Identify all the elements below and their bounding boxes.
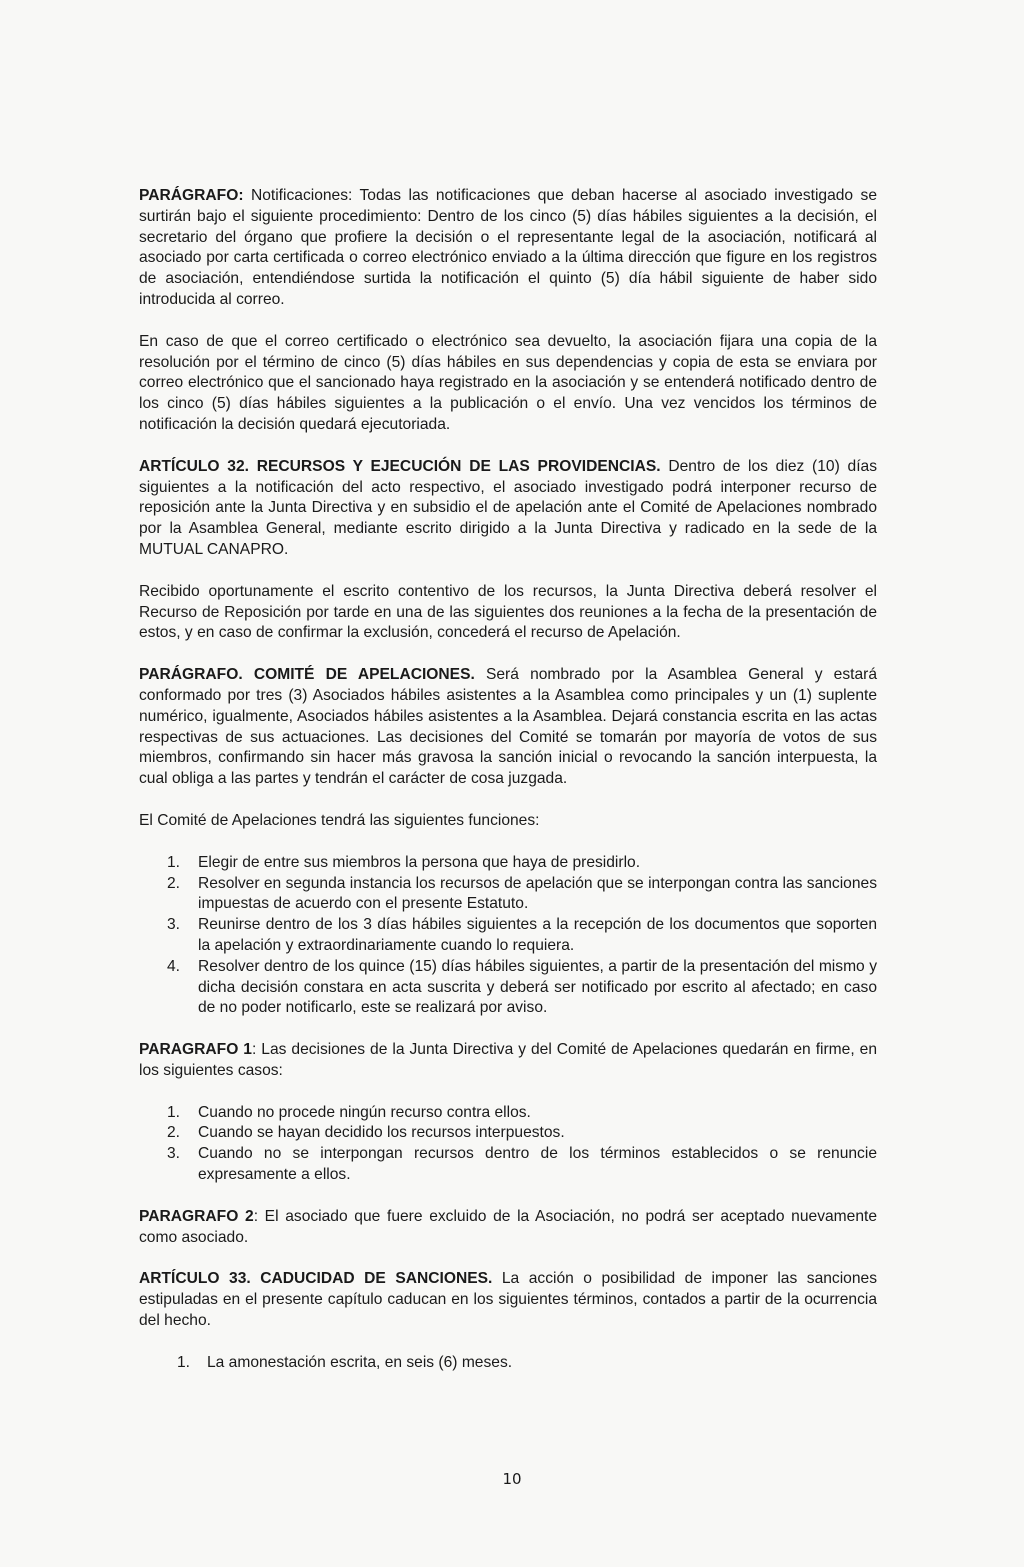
article-text: La acción o posibilidad de imponer las sanciones estipuladas en el presente capítulo caducan en los siguientes términos, contados a partir de la ocurrencia del hecho.	[139, 1270, 877, 1330]
list-number: 1.	[177, 1353, 191, 1371]
article-33	[139, 1269, 877, 1331]
list-item	[139, 915, 877, 957]
casos-list	[139, 1103, 877, 1186]
list-text: Cuando no se interpongan recursos dentro de los términos establecidos o se renuncie expresamente a ellos.	[198, 1145, 877, 1184]
paragraph-funciones-intro: El Comité de Apelaciones tendrá las siguientes funciones:	[139, 811, 540, 829]
list-text: Reunirse dentro de los 3 días hábiles siguientes a la recepción de los documentos que soporten la apelación y extraordinariamente cuando lo requiera.	[198, 916, 877, 954]
paragraph-correo-devuelto: En caso de que el correo certificado o electrónico sea devuelto, la asociación fijara una copia de la resolución por el término de cinco (5) días hábiles en sus dependencias y copia de esta se enviara por correo electrónico que el sancionado haya registrado en la asociación y se entenderá notificado dentro de los cinco (5) días hábiles siguientes a la publicación o el envío. Una vez vencidos los términos de notificación la decisión quedará ejecutoriada.	[139, 332, 877, 433]
paragraph-notificaciones	[139, 186, 877, 311]
paragraph-recibido: Recibido oportunamente el escrito contentivo de los recursos, la Junta Directiva deberá resolver el Recurso de Reposición por tarde en una de las siguientes dos reuniones a la fecha de la presentación de estos, y en caso de confirmar la exclusión, concederá el recurso de Apelación.	[139, 582, 877, 642]
page-number: 10	[502, 1470, 522, 1488]
list-number: 2.	[167, 874, 181, 892]
list-text: Resolver en segunda instancia los recursos de apelación que se interpongan contra las sanciones impuestas de acuerdo con el presente Estatuto.	[198, 874, 877, 913]
caducidad-list	[139, 1353, 877, 1374]
list-number: 3.	[167, 1145, 181, 1163]
paragraph-text: Notificaciones: Todas las notificaciones que deban hacerse al asociado investigado se surtirán bajo el siguiente procedimiento: Dentro de los cinco (5) días hábiles siguientes a la decisión, el secretario del órgano que profiere la decisión o el representante legal de la asociación, notificará al asociado por carta certificada o correo electrónico enviado a la última dirección que figure en los registros de asociación, entendiéndose surtida la notificación el quinto (5) día hábil siguiente de haber sido introducida al correo.	[139, 187, 877, 308]
article-heading: ARTÍCULO 33. CADUCIDAD DE SANCIONES.	[139, 1270, 493, 1288]
paragrafo-1	[139, 1040, 877, 1082]
paragraph-text: : Las decisiones de la Junta Directiva y del Comité de Apelaciones quedarán en firme, en los siguientes casos:	[139, 1041, 877, 1079]
paragraph-heading: PARÁGRAFO. COMITÉ DE APELACIONES.	[139, 666, 475, 684]
paragraph-heading: PARÁGRAFO:	[139, 187, 244, 204]
paragraph-heading: PARAGRAFO 2	[139, 1207, 254, 1225]
paragraph-text: : El asociado que fuere excluido de la Asociación, no podrá ser aceptado nuevamente como asociado.	[139, 1207, 877, 1246]
list-item	[139, 1144, 877, 1186]
list-item	[139, 1123, 877, 1144]
list-number: 2.	[167, 1124, 181, 1142]
list-text: Elegir de entre sus miembros la persona que haya de presidirlo.	[198, 853, 641, 871]
list-item	[139, 874, 877, 916]
funciones-list	[139, 853, 877, 1019]
list-text: Resolver dentro de los quince (15) días hábiles siguientes, a partir de la presentación del mismo y dicha decisión constara en acta suscrita y deberá ser notificado por escrito al afectado; en caso de no poder notificarlo, este se realizará por aviso.	[198, 957, 877, 1017]
paragraph-comite-apelaciones	[139, 665, 877, 790]
list-text: Cuando no procede ningún recurso contra ellos.	[198, 1103, 531, 1121]
list-number: 1.	[167, 853, 181, 871]
paragraph-heading: PARAGRAFO 1	[139, 1041, 252, 1059]
paragrafo-2	[139, 1207, 877, 1249]
list-item	[139, 1103, 877, 1124]
list-item	[139, 853, 877, 874]
list-number: 1.	[167, 1103, 181, 1121]
list-number: 3.	[167, 916, 181, 934]
list-item	[139, 957, 877, 1019]
document-body	[139, 186, 877, 1395]
article-heading: ARTÍCULO 32. RECURSOS Y EJECUCIÓN DE LAS PROVIDENCIAS.	[139, 457, 661, 475]
list-number: 4.	[167, 957, 181, 975]
list-text: La amonestación escrita, en seis (6) meses.	[207, 1353, 513, 1371]
article-text: Dentro de los diez (10) días siguientes a la notificación del acto respectivo, el asociado investigado podrá interponer recurso de reposición ante la Junta Directiva y en subsidio el de apelación ante el Comité de Apelaciones nombrado por la Asamblea General, mediante escrito dirigido a la Junta Directiva y radicado en la sede de la MUTUAL CANAPRO.	[139, 457, 877, 558]
list-text: Cuando se hayan decidido los recursos interpuestos.	[198, 1124, 565, 1142]
article-32	[139, 457, 877, 561]
list-item	[139, 1353, 877, 1374]
paragraph-text: Será nombrado por la Asamblea General y estará conformado por tres (3) Asociados hábiles asistentes a la Asamblea como principales y un (1) suplente numérico, igualmente, Asociados hábiles asistentes a la Asamblea. Dejará constancia escrita en las actas respectivas de sus actuaciones. Las decisiones del Comité se tomarán por mayoría de votos de sus miembros, confirmando sin hacer más gravosa la sanción inicial o revocando la sanción interpuesta, la cual obliga a las partes y tendrán el carácter de cosa juzgada.	[139, 666, 877, 788]
